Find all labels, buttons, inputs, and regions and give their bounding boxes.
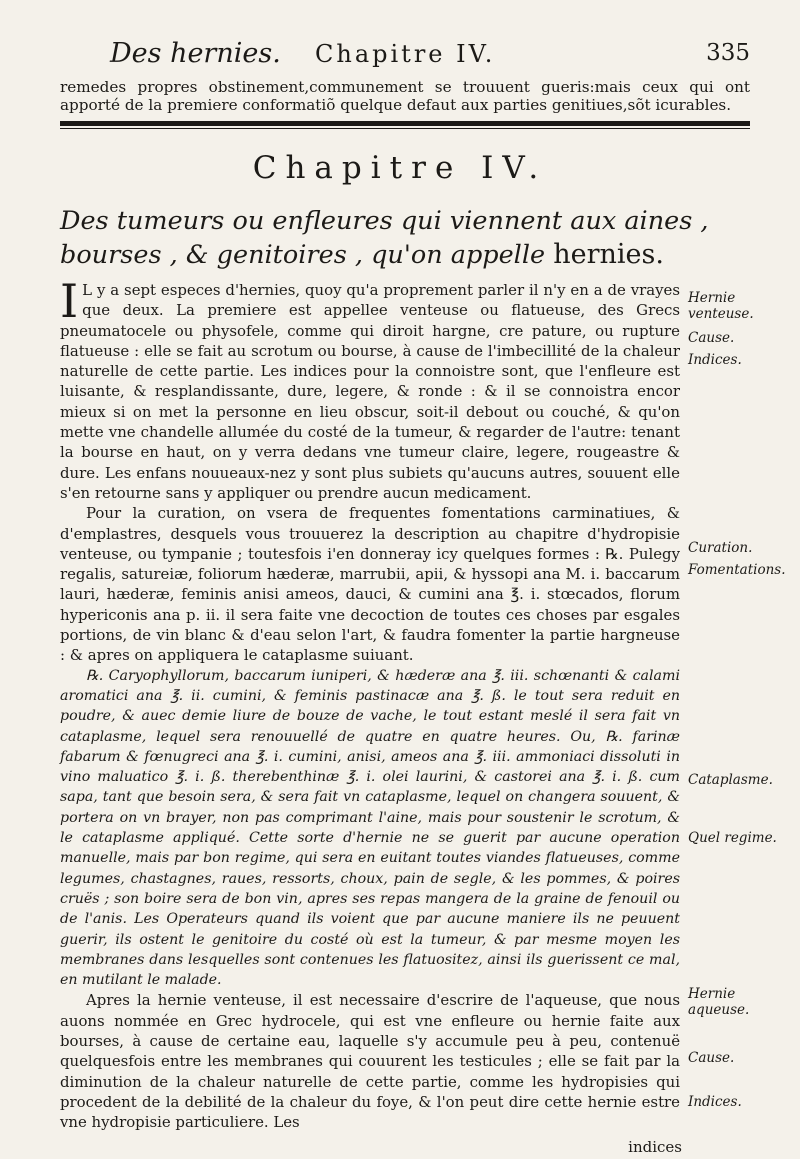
- margin-note: Indices.: [688, 352, 742, 368]
- divider-rule-thick: [60, 121, 750, 126]
- paragraph-2: Pour la curation, on vsera de frequentes fomentations carminatiues, & d'emplastres, desquels vous trouuerez la description au chapitre d'hydropisie venteuse, ou tympanie ; toutesfois i'en donneray icy quelques formes : ℞. Pulegy regalis, satureiæ, foliorum hæderæ, marrubii, apii, & hyssopi ana M. i. baccarum lauri, hæderæ, feminis anisi ameos, dauci, & cumini ana ℥. i. stœcados, florum hypericonis ana p. ii. il sera faite vne decoction de toutes ces choses par esgales portions, de vin blanc & d'eau selon l'art, & faudra fomenter la partie hargneuse : & apres on appliquera le cataplasme suiuant.: [60, 504, 680, 665]
- margin-note: Cause.: [688, 330, 735, 346]
- chapter-title: [60, 204, 750, 272]
- drop-cap: I: [60, 274, 79, 328]
- paragraph-4: Apres la hernie venteuse, il est necessaire d'escrire de l'aqueuse, que nous auons nommée en Grec hydrocele, qui est vne enfleure ou hernie faite aux bourses, à cause de certaine eau, laquelle s'y accumule peu à peu, contenuë quelquesfois entre les membranes qui couurent les testicules ; elle se fait par la diminution de la chaleur naturelle de cette partie, comme les hydropisies qui procedent de la debilité de la chaleur du foye, & l'on peut dire cette hernie estre vne hydropisie particuliere. Les: [60, 991, 680, 1132]
- catchword: indices: [628, 1138, 682, 1156]
- running-head-title: Des hernies.: [110, 38, 281, 69]
- margin-note: Cataplasme.: [688, 772, 773, 788]
- paragraph-1-text: L y a sept especes d'hernies, quoy qu'a proprement parler il n'y en a de vrayes que deux. La premiere est appellee venteuse ou flatueuse, des Grecs pneumatocele ou physofele, comme qui diroit hargne, cre pature, ou rupture flatueuse : elle se fait au scrotum ou bourse, à cause de l'imbecillité de la chaleur naturelle de cette partie. Les indices pour la connoistre sont, que l'enfleure est luisante, & resplandissante, dure, legere, & ronde : & il se connoistra encor mieux si on met la personne en lieu obscur, soit-il debout ou couché, & qu'on mette vne chandelle allumée du costé de la tumeur, & regarder de l'autre: tenant la bourse en haut, on y verra dedans vne tumeur claire, legere, rougeastre & dure. Les enfans nouueaux-nez y sont plus subiets qu'aucuns autres, souuent elle s'en retourne sans y appliquer ou prendre aucun medicament.: [60, 281, 680, 502]
- margin-note: Hernie aqueuse.: [688, 986, 750, 1018]
- divider-rule-thin: [60, 128, 750, 129]
- margin-note: Fomentations.: [688, 562, 786, 578]
- carried-over-text: remedes propres obstinement,communement se trouuent gueris:mais ceux qui ont apporté de la premiere conformatiõ quelque defaut aux parties genitiues,sõt icurables.: [60, 78, 750, 114]
- running-head-chapter: Chapitre IV.: [315, 40, 496, 68]
- margin-note: Hernie venteuse.: [688, 290, 754, 322]
- margin-note: Cause.: [688, 1050, 735, 1066]
- running-head: [110, 38, 750, 72]
- margin-note: Indices.: [688, 1094, 742, 1110]
- margin-note: Quel regime.: [688, 830, 777, 846]
- margin-note: Curation.: [688, 540, 753, 556]
- page-number: 335: [706, 40, 750, 66]
- chapter-title-text: Des tumeurs ou enfleures qui viennent aux aines , bourses , & genitoires , qu'on appelle: [60, 206, 709, 270]
- paragraph-3: ℞. Caryophyllorum, baccarum iuniperi, & hæderæ ana ℥. iii. schœnanti & calami aromatici ana ℥. ii. cumini, & feminis pastinacæ ana ℥. ß. le tout sera reduit en poudre, & auec demie liure de bouze de vache, le tout estant meslé il sera fait vn cataplasme, lequel sera renouuellé de quatre en quatre heures. Ou, ℞. farinæ fabarum & fœnugreci ana ℥. i. cumini, anisi, ameos ana ℥. iii. ammoniaci dissoluti in vino maluatico ℥. i. ß. therebenthinæ ℥. i. olei laurini, & castorei ana ℥. i. ß. cum sapa, tant que besoin sera, & sera fait vn cataplasme, lequel on changera souuent, & portera on vn brayer, non pas comprimant l'aine, mais pour soustenir le scrotum, & le cataplasme appliqué. Cette sorte d'hernie ne se guerit par aucune operation manuelle, mais par bon regime, qui sera en euitant toutes viandes flatueuses, comme legumes, chastagnes, raues, ressorts, choux, pain de segle, & les pommes, & poires cruës ; son boire sera de bon vin, apres ses repas mangera de la graine de fenouil ou de l'anis. Les Operateurs quand ils voient que par aucune maniere ils ne peuuent guerir, ils ostent le genitoire du costé où est la tumeur, & par mesme moyen les membranes dans lesquelles sont contenues les flatuositez, ainsi ils guerissent ce mal, en mutilant le malade.: [60, 667, 680, 989]
- chapter-heading: Chapitre IV.: [252, 150, 548, 186]
- chapter-title-keyword: hernies.: [553, 239, 664, 270]
- paragraph-1: [60, 274, 680, 503]
- body-text: [60, 274, 680, 1132]
